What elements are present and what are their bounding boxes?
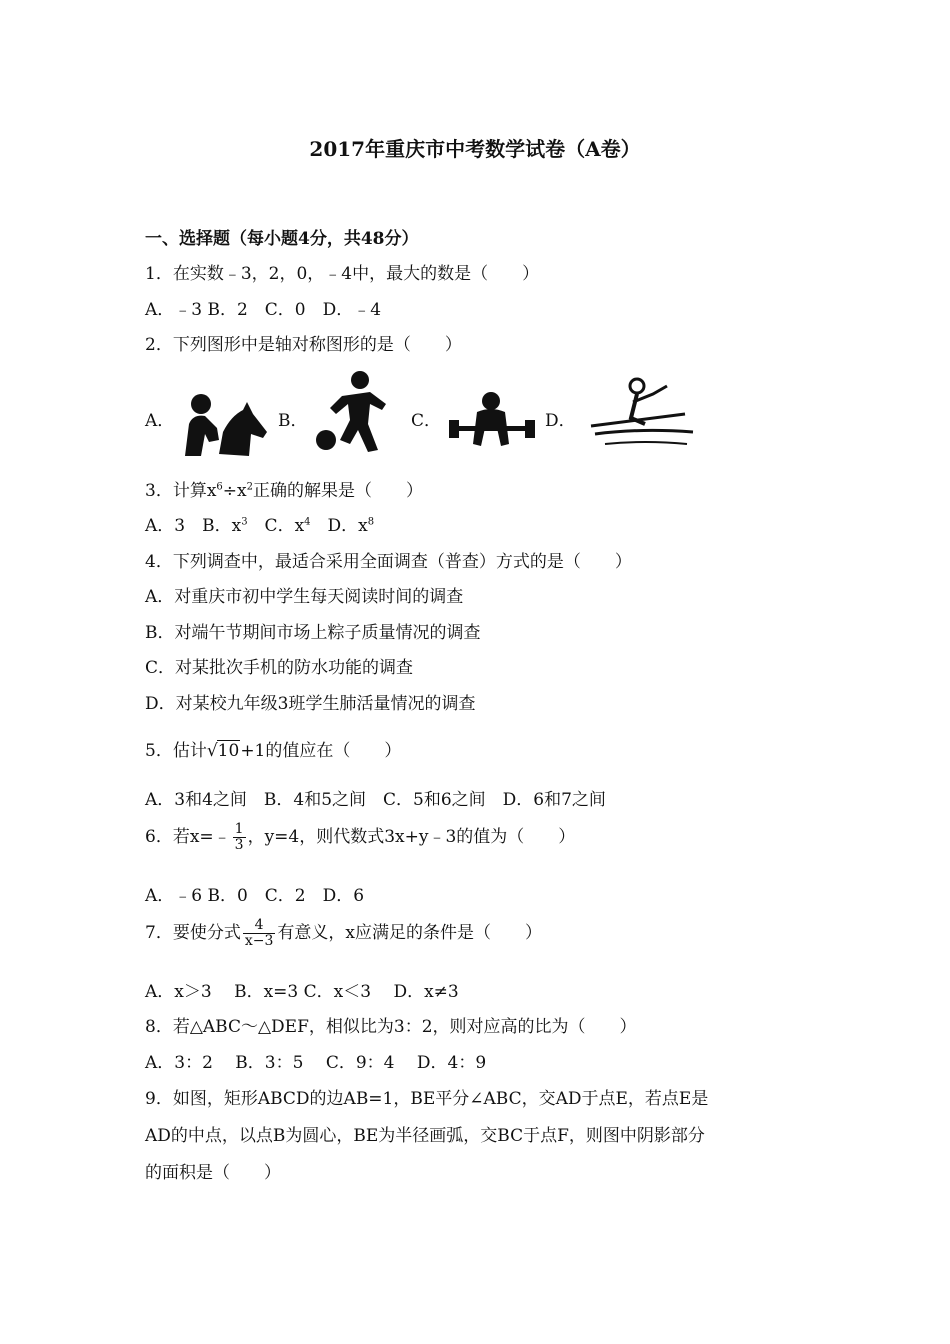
question-9-line-3: 的面积是（ ） xyxy=(145,1163,281,1183)
question-9-line-2: AD的中点，以点B为圆心，BE为半径画弧，交BC于点F，则图中阴影部分 xyxy=(145,1126,705,1146)
rower-icon xyxy=(581,374,697,454)
fraction: $\frac{1}{3}$ xyxy=(234,821,244,853)
question-2-stem: 2．下列图形中是轴对称图形的是（ ） xyxy=(145,335,462,355)
question-3-options: A．3 B．$x^3$ C．$x^4$ D．$x^8$ xyxy=(145,516,375,536)
question-4-option-c: C．对某批次手机的防水功能的调查 xyxy=(145,658,414,678)
option-d-label: D． xyxy=(545,411,576,431)
soccer-player-icon xyxy=(312,370,388,456)
question-4-option-a: A．对重庆市初中学生每天阅读时间的调查 xyxy=(145,587,464,607)
question-4-option-b: B．对端午节期间市场上粽子质量情况的调查 xyxy=(145,623,481,643)
question-2-figures xyxy=(145,370,705,460)
question-9-line-1: 9．如图，矩形ABCD的边AB=1，BE平分∠ABC，交AD于点E，若点E是 xyxy=(145,1089,709,1109)
question-7-options: A．x＞3 B．x=3 C．x＜3 D．x≠3 xyxy=(145,982,459,1002)
person-and-horse-icon xyxy=(179,380,275,456)
weightlifter-icon xyxy=(447,392,537,456)
question-5-options: A．3和4之间 B．4和5之间 C．5和6之间 D．6和7之间 xyxy=(145,790,606,810)
question-1-options: A．﹣3 B．2 C．0 D．﹣4 xyxy=(145,300,382,320)
question-1-stem: 1．在实数﹣3，2，0，﹣4中，最大的数是（ ） xyxy=(145,264,540,284)
page-title: 2017年重庆市中考数学试卷（A卷） xyxy=(309,137,641,161)
question-7-stem: 7．要使分式 $\frac{4}{x-3}$ 有意义，x应满足的条件是（ ） xyxy=(145,917,542,949)
question-3-stem: 3．计算$x^6\div x^2$正确的解果是（ ） xyxy=(145,481,423,501)
question-5-stem: 5．估计√10+1的值应在（ ） xyxy=(145,741,402,761)
question-6-stem: 6．若x=﹣ $\frac{1}{3}$ ，y=4，则代数式3x+y﹣3的值为（ ） xyxy=(145,821,576,853)
question-8-stem: 8．若△ABC～△DEF，相似比为3：2，则对应高的比为（ ） xyxy=(145,1017,637,1037)
question-4-option-d: D．对某校九年级3班学生肺活量情况的调查 xyxy=(145,694,476,714)
sqrt-sign: √ xyxy=(206,741,218,761)
question-4-stem: 4．下列调查中，最适合采用全面调查（普查）方式的是（ ） xyxy=(145,552,632,572)
question-6-options: A．﹣6 B．0 C．2 D．6 xyxy=(145,886,365,906)
question-8-options: A．3：2 B．3：5 C．9：4 D．4：9 xyxy=(145,1053,487,1073)
option-a-label: A． xyxy=(145,411,175,431)
option-c-label: C． xyxy=(411,411,442,431)
fraction: $\frac{4}{x-3}$ xyxy=(244,917,274,949)
option-b-label: B． xyxy=(278,411,308,431)
section-heading: 一、选择题（每小题4分，共48分） xyxy=(145,229,419,249)
